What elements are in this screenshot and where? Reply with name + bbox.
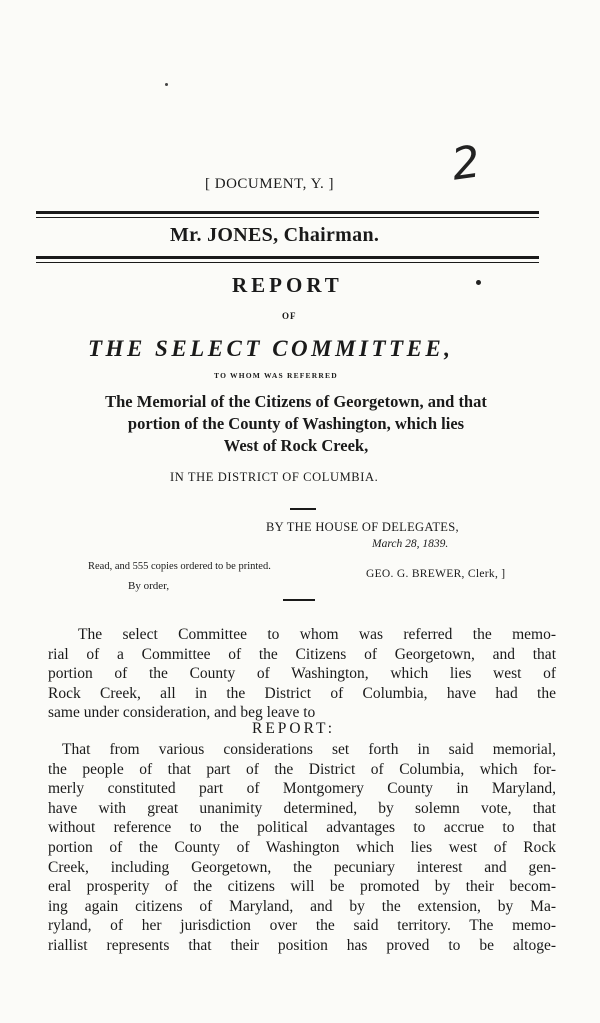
memorial-title xyxy=(36,391,556,457)
report-label: REPORT: xyxy=(252,720,336,737)
date-line: March 28, 1839. xyxy=(372,538,449,550)
text-line: portion of the County of Washington, which lies west of xyxy=(48,665,556,683)
text-line: without reference to the political advantages to accrue to that xyxy=(48,819,556,837)
short-divider xyxy=(290,508,316,510)
bottom-double-rule xyxy=(36,256,539,259)
ink-speck xyxy=(165,83,168,86)
chairman-line: Mr. JONES, Chairman. xyxy=(170,224,380,246)
clerk-signature: GEO. G. BREWER, Clerk, ] xyxy=(366,568,506,580)
handwritten-page-number: 2 xyxy=(448,136,484,191)
text-line: ryland, of her jurisdiction over the said territory. The memo- xyxy=(48,917,556,935)
top-double-rule-thin xyxy=(36,217,539,218)
text-line: Creek, including Georgetown, the pecuniary interest and gen- xyxy=(48,858,556,876)
short-divider xyxy=(283,599,315,601)
text-line: portion of the County of Washington which lies west of Rock xyxy=(48,838,556,856)
referred-label: TO WHOM WAS REFERRED xyxy=(214,371,338,380)
report-title: REPORT xyxy=(232,273,343,297)
district-line: IN THE DISTRICT OF COLUMBIA. xyxy=(170,470,379,484)
text-line: rial of a Committee of the Citizens of Georgetown, and that xyxy=(48,645,556,663)
paragraph-report xyxy=(48,740,556,956)
text-line: The select Committee to whom was referred the memo- xyxy=(78,626,556,643)
text-line: merly constituted part of Montgomery County in Maryland, xyxy=(48,780,556,798)
print-order-line: Read, and 555 copies ordered to be printed. xyxy=(88,561,271,572)
memorial-line: portion of the County of Washington, which lies xyxy=(127,414,465,433)
text-line: have with great unanimity determined, by solemn vote, that xyxy=(48,799,556,817)
text-line: same under consideration, and beg leave to xyxy=(48,704,316,722)
memorial-line: The Memorial of the Citizens of Georgetown, and that xyxy=(105,392,487,411)
top-double-rule xyxy=(36,211,539,214)
paragraph-intro xyxy=(48,625,556,723)
ink-mark xyxy=(476,280,481,285)
by-house-line: BY THE HOUSE OF DELEGATES, xyxy=(266,520,459,534)
bottom-double-rule-thin xyxy=(36,262,539,263)
by-order-line: By order, xyxy=(128,580,170,592)
of-label: OF xyxy=(282,311,297,321)
committee-title: THE SELECT COMMITTEE, xyxy=(88,336,454,361)
document-reference: [ DOCUMENT, Y. ] xyxy=(205,176,334,192)
text-line: Rock Creek, all in the District of Columbia, have had the xyxy=(48,684,556,702)
text-line: That from various considerations set forth in said memorial, xyxy=(62,741,556,758)
text-line: the people of that part of the District of Columbia, which for- xyxy=(48,760,556,778)
text-line: riallist represents that their position has proved to be altoge- xyxy=(48,936,556,954)
text-line: eral prosperity of the citizens will be promoted by their becom- xyxy=(48,878,556,896)
memorial-line: West of Rock Creek, xyxy=(223,436,369,455)
text-line: ing again citizens of Maryland, and by the extension, by Ma- xyxy=(48,897,556,915)
